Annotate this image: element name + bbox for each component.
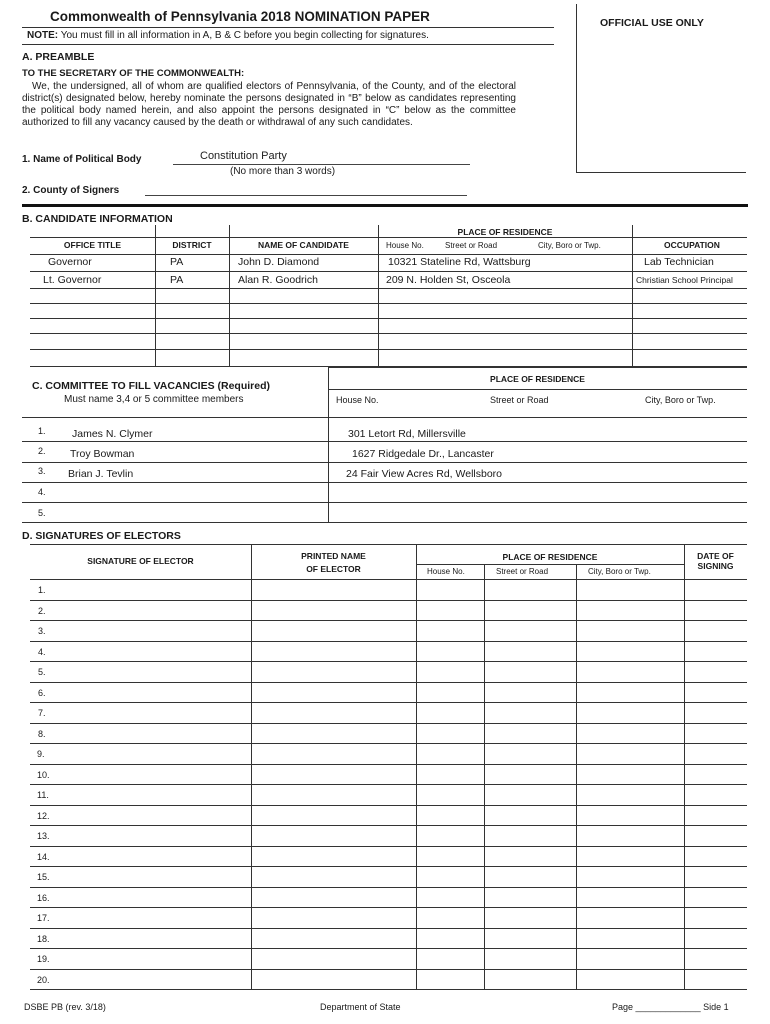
signature-field[interactable] [52,601,250,620]
signature-row-number: 14. [37,852,50,862]
signature-field[interactable] [52,949,250,968]
section-d-heading: D. SIGNATURES OF ELECTORS [22,530,181,542]
signature-field[interactable] [52,662,250,681]
signature-field[interactable] [52,888,250,907]
signature-field[interactable] [52,621,250,640]
table-line [22,417,747,418]
signature-row-number: 13. [37,831,50,841]
candidate-1-office[interactable]: Governor [48,256,92,268]
sig-street-header: Street or Road [496,567,549,576]
signature-field[interactable] [52,744,250,763]
table-line [328,389,747,390]
table-line [30,333,747,334]
sig-house-header: House No. [427,567,465,576]
candidate-1-address[interactable]: 10321 Stateline Rd, Wattsburg [388,256,531,268]
committee-row-number: 3. [38,466,46,476]
signature-row-number: 18. [37,934,50,944]
table-line [328,367,329,523]
political-body-line [173,164,470,165]
committee-city-header: City, Boro or Twp. [645,395,716,405]
note-text: You must fill in all information in A, B & C before you begin collecting for signatures. [60,30,429,41]
table-line [251,544,252,989]
signature-field[interactable] [52,847,250,866]
date-header-1: DATE OF [697,551,734,561]
note [27,30,429,41]
candidate-2-occupation[interactable]: Christian School Principal [636,275,733,285]
committee-row-number: 1. [38,426,46,436]
section-c-subheading: Must name 3,4 or 5 committee members [64,394,244,405]
candidate-1-district[interactable]: PA [170,256,184,268]
signature-row-number: 1. [38,585,46,595]
signature-field[interactable] [52,642,250,661]
signature-field[interactable] [52,826,250,845]
candidate-1-occupation[interactable]: Lab Technician [644,256,714,268]
table-line [416,544,417,989]
city-header: City, Boro or Twp. [538,241,601,250]
occupation-header: OCCUPATION [664,240,720,250]
signature-row-number: 17. [37,913,50,923]
table-line [30,271,747,272]
signature-row-number: 7. [38,708,46,718]
table-line [378,225,379,367]
preamble-text: We, the undersigned, all of whom are qualified electors of Pennsylvania, of the County, and of the electoral district(s) designated below, hereby nominate the persons designated in “B” below as candidates representing the political body named herein, and also appoint the persons designated in “C” below as the committee authorized to fill any vacancy caused by the death or withdrawal of any such candidates. [22,81,516,128]
committee-3-address[interactable]: 24 Fair View Acres Rd, Wellsboro [346,468,503,480]
candidate-1-name[interactable]: John D. Diamond [238,256,320,268]
table-line [30,544,747,545]
title-rule [22,27,554,28]
signature-field[interactable] [52,703,250,722]
section-divider [22,204,748,207]
table-line [22,522,747,523]
section-b-heading: B. CANDIDATE INFORMATION [22,213,173,225]
signature-field[interactable] [52,683,250,702]
signature-field[interactable] [52,929,250,948]
printed-name-header-1: PRINTED NAME [301,551,366,561]
page-label: Page _____________ Side 1 [612,1002,729,1012]
department: Department of State [320,1002,401,1012]
signature-field[interactable] [52,785,250,804]
signature-row-number: 16. [37,893,50,903]
office-title-header: OFFICE TITLE [63,240,122,250]
signature-row-number: 10. [37,770,50,780]
table-line [328,367,747,368]
table-line [30,237,747,238]
form-title: Commonwealth of Pennsylvania 2018 NOMINATION PAPER [50,9,430,24]
signature-row-number: 15. [37,872,50,882]
signature-row-number: 5. [38,667,46,677]
signature-row-number: 20. [37,975,50,985]
table-line [22,502,747,503]
table-line [684,544,685,989]
table-line [30,288,747,289]
committee-1-address[interactable]: 301 Letort Rd, Millersville [348,428,466,440]
table-line [484,564,485,989]
committee-street-header: Street or Road [490,395,549,405]
residence-header: PLACE OF RESIDENCE [457,227,553,237]
section-c-heading: C. COMMITTEE TO FILL VACANCIES (Required) [32,380,271,392]
committee-1-name[interactable]: James N. Clymer [72,428,153,440]
note-rule [22,44,554,45]
signature-row-number: 9. [37,749,45,759]
signature-field[interactable] [52,867,250,886]
table-line [576,564,577,989]
table-line [22,441,747,442]
signature-header: SIGNATURE OF ELECTOR [87,556,194,566]
table-line [416,564,684,565]
signature-field[interactable] [52,908,250,927]
date-header-2: SIGNING [697,561,734,571]
house-no-header: House No. [386,241,424,250]
committee-row-number: 4. [38,487,46,497]
candidate-name-header: NAME OF CANDIDATE [258,240,349,250]
table-line [30,303,747,304]
table-line [30,989,747,990]
committee-residence-header: PLACE OF RESIDENCE [490,374,585,384]
county-label: 2. County of Signers [22,185,120,196]
candidate-2-district[interactable]: PA [170,274,184,286]
official-use-label: OFFICIAL USE ONLY [600,17,704,29]
committee-3-name[interactable]: Brian J. Tevlin [68,468,134,480]
signature-field[interactable] [52,806,250,825]
committee-row-number: 5. [38,508,46,518]
district-header: DISTRICT [172,240,212,250]
candidate-2-name[interactable]: Alan R. Goodrich [238,274,318,286]
table-line [30,318,747,319]
signature-field[interactable] [52,765,250,784]
official-use-box [576,4,746,173]
committee-row-number: 2. [38,446,46,456]
signature-row-number: 2. [38,606,46,616]
political-body-hint: (No more than 3 words) [230,166,336,177]
political-body-input[interactable]: Constitution Party [200,150,287,162]
street-header: Street or Road [445,241,498,250]
candidate-2-address[interactable]: 209 N. Holden St, Osceola [386,274,511,286]
signature-row-number: 4. [38,647,46,657]
section-a-heading: A. PREAMBLE [22,51,95,63]
political-body-label: 1. Name of Political Body [22,154,142,165]
committee-house-header: House No. [336,395,379,405]
table-line [22,482,747,483]
committee-2-name[interactable]: Troy Bowman [70,448,135,460]
sig-residence-header: PLACE OF RESIDENCE [502,552,598,562]
signature-row-number: 11. [37,790,49,800]
table-line [30,349,747,350]
table-line [30,254,747,255]
signature-row-number: 19. [37,954,50,964]
form-id: DSBE PB (rev. 3/18) [24,1002,106,1012]
signature-row-number: 8. [38,729,46,739]
addressee: TO THE SECRETARY OF THE COMMONWEALTH: [22,68,245,79]
county-line [145,195,467,196]
note-label: NOTE: [27,30,59,41]
signature-row-number: 3. [38,626,46,636]
signature-field[interactable] [52,970,250,989]
sig-city-header: City, Boro or Twp. [588,567,651,576]
printed-name-header-2: OF ELECTOR [306,564,361,574]
signature-field[interactable] [52,580,250,599]
signature-row-number: 6. [38,688,46,698]
committee-2-address[interactable]: 1627 Ridgedale Dr., Lancaster [352,448,494,460]
signature-field[interactable] [52,724,250,743]
table-line [22,462,747,463]
signature-row-number: 12. [37,811,50,821]
candidate-2-office[interactable]: Lt. Governor [43,274,102,286]
